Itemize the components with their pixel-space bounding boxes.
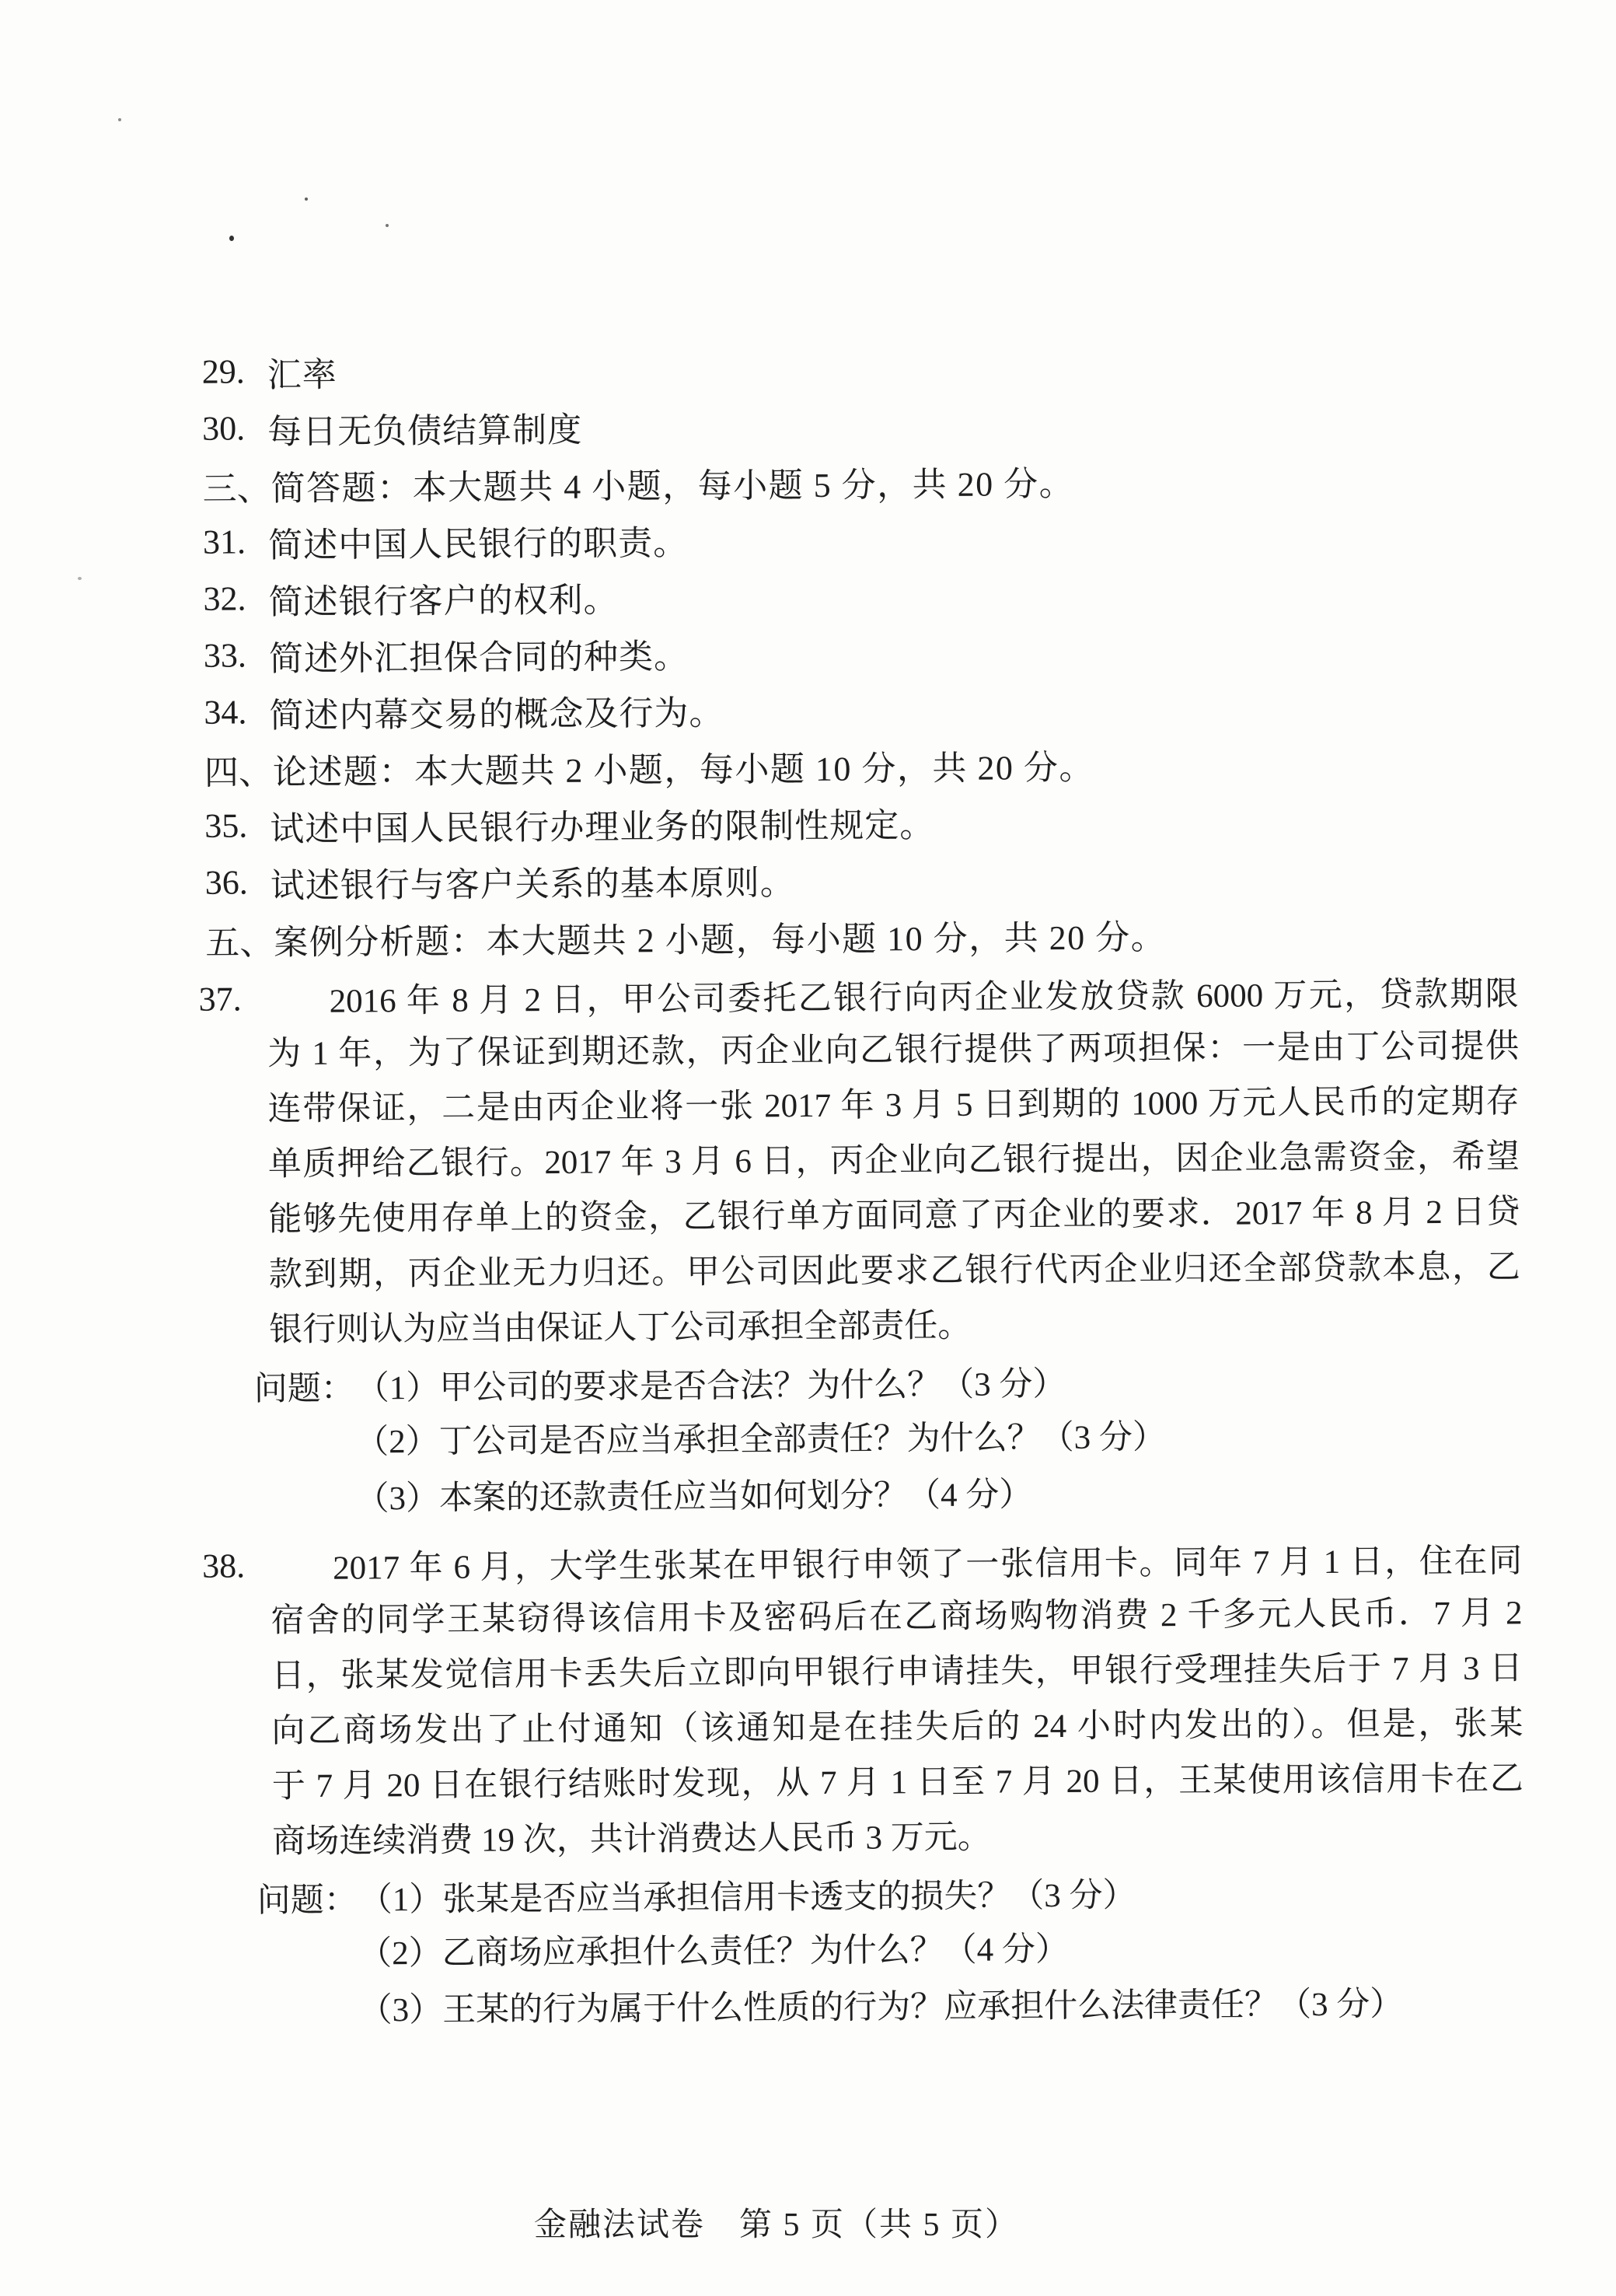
section-title: 论述题：本大题共 2 小题，每小题 10 分，共 20 分。 bbox=[272, 748, 1095, 792]
questions-label: 问题： bbox=[253, 1370, 354, 1408]
case-paragraph-line: 2016 年 8 月 2 日，甲公司委托乙银行向丙企业发放贷款 6000 万元，贷款期限 bbox=[329, 976, 1519, 1020]
section-header-5 bbox=[205, 903, 1614, 968]
exam-item-30 bbox=[202, 392, 1611, 457]
case-paragraph-line: 银行则认为应当由保证人丁公司承担全部责任。 bbox=[269, 1307, 972, 1349]
case-first-line bbox=[198, 963, 1614, 1027]
case-paragraph-line: 款到期，丙企业无力归还。甲公司因此要求乙银行代丙企业归还全部贷款本息，乙 bbox=[268, 1249, 1520, 1294]
item-number: 33. bbox=[203, 636, 247, 675]
case-first-line bbox=[202, 1530, 1616, 1594]
case-question-row bbox=[253, 1350, 1616, 1415]
case-paragraph-line: 为 1 年，为了保证到期还款，丙企业向乙银行提供了两项担保：一是由丁公司提供 bbox=[267, 1028, 1520, 1073]
item-text: 每日无负债结算制度 bbox=[267, 411, 583, 451]
item-text: 简述外汇担保合同的种类。 bbox=[268, 637, 689, 678]
exam-item-35 bbox=[204, 789, 1614, 854]
case-question-row bbox=[257, 1861, 1616, 1927]
exam-item-29 bbox=[202, 335, 1611, 400]
section-title: 简答题：本大题共 4 小题，每小题 5 分，共 20 分。 bbox=[270, 464, 1075, 508]
item-text: 试述银行与客户关系的基本原则。 bbox=[270, 863, 795, 905]
sub-question: （2）乙商场应承担什么责任？为什么？（4 分） bbox=[358, 1931, 1070, 1973]
sub-question: （3）本案的还款责任应当如何划分？（4 分） bbox=[355, 1476, 1033, 1518]
item-number: 31. bbox=[202, 522, 246, 561]
sub-question: （1）张某是否应当承担信用卡透支的损失？（3 分） bbox=[358, 1877, 1136, 1919]
section-header-4 bbox=[204, 732, 1614, 798]
sub-question: （2）丁公司是否应当承担全部责任？为什么？（3 分） bbox=[355, 1419, 1167, 1461]
exam-item-32 bbox=[203, 562, 1612, 627]
case-paragraph-line: 向乙商场发出了止付通知（该通知是在挂失后的 24 小时内发出的）。但是，张某 bbox=[271, 1705, 1524, 1750]
section-title: 案例分析题：本大题共 2 小题，每小题 10 分，共 20 分。 bbox=[274, 917, 1167, 962]
item-text: 试述中国人民银行办理业务的限制性规定。 bbox=[270, 806, 935, 848]
item-text: 简述内幕交易的概念及行为。 bbox=[269, 694, 724, 735]
case-number: 38. bbox=[201, 1546, 246, 1585]
exam-item-36 bbox=[205, 846, 1614, 911]
section-number: 四、 bbox=[204, 753, 274, 792]
section-number: 五、 bbox=[205, 923, 274, 963]
item-number: 35. bbox=[204, 806, 248, 845]
page-footer: 金融法试卷 第 5 页（共 5 页） bbox=[534, 2207, 1020, 2243]
item-number: 34. bbox=[204, 693, 247, 732]
item-number: 36. bbox=[204, 863, 248, 902]
item-text: 汇率 bbox=[267, 355, 337, 394]
case-paragraph-line: 2017 年 6 月，大学生张某在甲银行申领了一张信用卡。同年 7 月 1 日，住在同 bbox=[333, 1543, 1523, 1587]
case-question-38 bbox=[2, 1530, 1616, 2042]
questions-label: 问题： bbox=[257, 1882, 358, 1920]
item-number: 30. bbox=[202, 409, 246, 448]
case-paragraph-line: 连带保证，二是由丙企业将一张 2017 年 3 月 5 日到期的 1000 万元人民币的定期存 bbox=[267, 1083, 1520, 1128]
case-paragraph-line: 商场连续消费 19 次，共计消费达人民币 3 万元。 bbox=[272, 1819, 991, 1861]
exam-item-33 bbox=[204, 619, 1613, 684]
item-text: 简述中国人民银行的职责。 bbox=[267, 523, 689, 564]
exam-item-34 bbox=[204, 676, 1613, 741]
section-header-3 bbox=[202, 449, 1611, 514]
case-number: 37. bbox=[198, 980, 242, 1019]
sub-question: （1）甲公司的要求是否合法？为什么？（3 分） bbox=[355, 1365, 1066, 1407]
item-number: 32. bbox=[203, 579, 246, 618]
exam-item-31 bbox=[203, 505, 1612, 571]
section-number: 三、 bbox=[202, 469, 271, 508]
sub-question: （3）王某的行为属于什么性质的行为？应承担什么法律责任？（3 分） bbox=[358, 1986, 1404, 2029]
case-paragraph-line: 宿舍的同学王某窃得该信用卡及密码后在乙商场购物消费 2 千多元人民币．7 月 2 bbox=[270, 1595, 1523, 1640]
case-paragraph-line: 单质押给乙银行。2017 年 3 月 6 日，丙企业向乙银行提出，因企业急需资金，希望 bbox=[267, 1138, 1520, 1183]
case-paragraph-line: 日，张某发觉信用卡丢失后立即向甲银行申请挂失，甲银行受理挂失后于 7 月 3 日 bbox=[270, 1650, 1524, 1695]
case-question-37 bbox=[0, 963, 1616, 1530]
item-text: 简述银行客户的权利。 bbox=[268, 580, 619, 621]
case-paragraph-line: 能够先使用存单上的资金，乙银行单方面同意了丙企业的要求．2017 年 8 月 2 日贷 bbox=[268, 1193, 1520, 1239]
case-paragraph-line: 于 7 月 20 日在银行结账时发现，从 7 月 1 日至 7 月 20 日，王某使用该信用卡在乙 bbox=[271, 1760, 1524, 1805]
item-number: 29. bbox=[201, 352, 245, 391]
